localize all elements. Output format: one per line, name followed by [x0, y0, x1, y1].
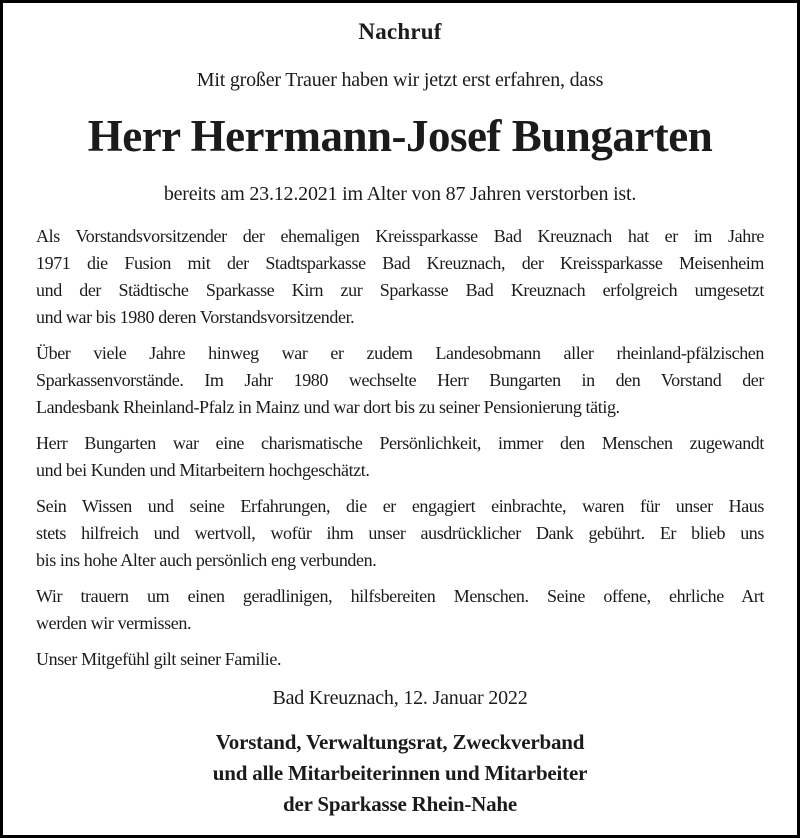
death-statement: bereits am 23.12.2021 im Alter von 87 Jahren verstorben ist.: [163, 183, 637, 205]
obituary-paragraph: [36, 223, 764, 331]
paragraph-line: bis ins hohe Alter auch persönlich eng verbunden.: [36, 550, 377, 570]
paragraph-line: Sparkassenvorstände. Im Jahr 1980 wechselte Herr Bungarten in den Vorstand der: [36, 370, 764, 390]
notice-title: Nachruf: [358, 19, 442, 44]
signature-block: [36, 727, 764, 820]
obituary-paragraph: [36, 646, 764, 673]
signature-line: Vorstand, Verwaltungsrat, Zweckverband: [215, 730, 585, 754]
signature-line: der Sparkasse Rhein-Nahe: [282, 792, 517, 816]
signature-line: und alle Mitarbeiterinnen und Mitarbeiter: [212, 761, 588, 785]
obituary-paragraph: [36, 340, 764, 421]
paragraph-line: Über viele Jahre hinweg war er zudem Landesobmann aller rheinland-pfälzischen: [36, 343, 764, 363]
obituary-paragraph: [36, 583, 764, 637]
paragraph-line: Unser Mitgefühl gilt seiner Familie.: [36, 649, 282, 669]
paragraph-line: und war bis 1980 deren Vorstandsvorsitzender.: [36, 307, 355, 327]
paragraph-line: stets hilfreich und wertvoll, wofür ihm unser ausdrücklicher Dank gebührt. Er blieb uns: [36, 523, 764, 543]
paragraph-line: 1971 die Fusion mit der Stadtsparkasse Bad Kreuznach, der Kreissparkasse Meisenheim: [36, 253, 764, 273]
paragraph-line: Sein Wissen und seine Erfahrungen, die er engagiert einbrachte, waren für unser Haus: [36, 496, 764, 516]
intro-line: Mit großer Trauer haben wir jetzt erst erfahren, dass: [196, 69, 604, 91]
paragraph-line: Landesbank Rheinland-Pfalz in Mainz und war dort bis zu seiner Pensionierung tätig.: [36, 397, 620, 417]
paragraph-line: und der Städtische Sparkasse Kirn zur Sparkasse Bad Kreuznach erfolgreich umgesetzt: [36, 280, 764, 300]
paragraph-line: werden wir vermissen.: [36, 613, 192, 633]
paragraph-line: und bei Kunden und Mitarbeitern hochgeschätzt.: [36, 460, 370, 480]
obituary-paragraph: [36, 430, 764, 484]
paragraph-line: Als Vorstandsvorsitzender der ehemaligen Kreissparkasse Bad Kreuznach hat er im Jahre: [36, 226, 764, 246]
paragraph-line: Wir trauern um einen geradlinigen, hilfsbereiten Menschen. Seine offene, ehrliche Art: [36, 586, 764, 606]
deceased-name: Herr Herrmann-Josef Bungarten: [87, 111, 713, 161]
obituary-paragraph: [36, 493, 764, 574]
obituary-paragraphs: [36, 223, 764, 673]
paragraph-line: Herr Bungarten war eine charismatische Persönlichkeit, immer den Menschen zugewandt: [36, 433, 764, 453]
place-and-date: Bad Kreuznach, 12. Januar 2022: [272, 687, 528, 709]
